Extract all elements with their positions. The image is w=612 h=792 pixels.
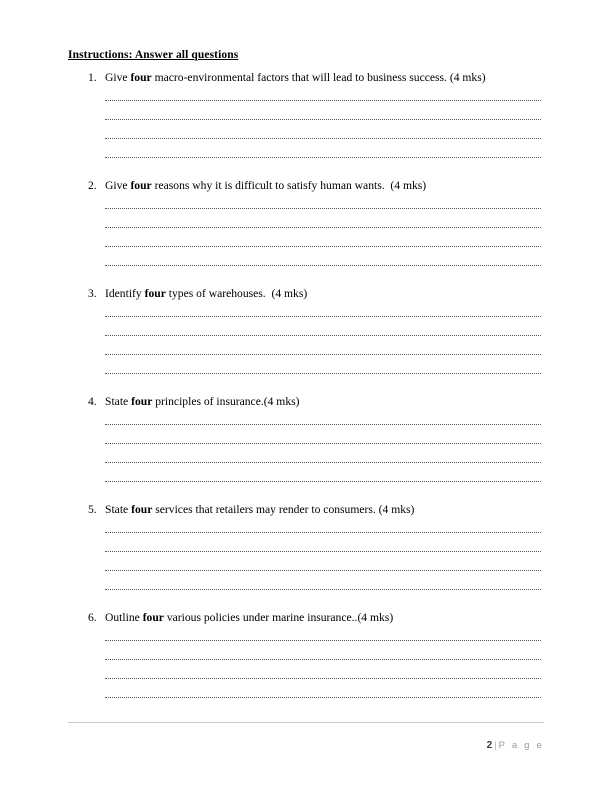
answer-line[interactable] (105, 562, 541, 581)
answer-line[interactable] (105, 219, 541, 238)
question-text-lead: Give (105, 71, 131, 84)
question-number: 4. (88, 395, 97, 408)
answer-lines-group (105, 413, 548, 492)
answer-line[interactable] (105, 524, 541, 543)
question-text-tail: services that retailers may render to consumers. (4 mks) (152, 503, 415, 516)
answer-line[interactable] (105, 238, 541, 257)
question-row (68, 394, 548, 409)
footer-page-indicator (68, 729, 544, 762)
question-row (68, 70, 548, 85)
footer-divider (68, 722, 544, 723)
question-text-tail: macro-environmental factors that will lead to business success. (4 mks) (151, 71, 486, 84)
question-emphasis: four (130, 179, 152, 192)
answer-line[interactable] (105, 632, 541, 651)
question-row (68, 178, 548, 193)
answer-lines-group (105, 521, 548, 600)
question-text (105, 502, 548, 517)
answer-line[interactable] (105, 581, 541, 600)
question-text-lead: State (105, 503, 132, 516)
question-text-lead: Outline (105, 611, 143, 624)
question-block (68, 394, 548, 492)
question-emphasis: four (144, 287, 166, 300)
answer-line[interactable] (105, 435, 541, 454)
answer-line[interactable] (105, 111, 541, 130)
answer-lines-group (105, 197, 548, 276)
footer-page-label: P a g e (498, 740, 544, 751)
answer-line[interactable] (105, 327, 541, 346)
question-block (68, 610, 548, 708)
answer-line[interactable] (105, 689, 541, 708)
question-row (68, 286, 548, 301)
question-text (105, 70, 548, 85)
question-row (68, 502, 548, 517)
answer-lines-group (105, 629, 548, 708)
answer-lines-group (105, 305, 548, 384)
answer-line[interactable] (105, 257, 541, 276)
page-footer (68, 722, 544, 762)
question-emphasis: four (131, 503, 153, 516)
question-text-tail: principles of insurance.(4 mks) (152, 395, 300, 408)
question-block (68, 70, 548, 168)
answer-line[interactable] (105, 454, 541, 473)
question-block (68, 502, 548, 600)
answer-lines-group (105, 89, 548, 168)
question-text (105, 286, 548, 301)
answer-line[interactable] (105, 149, 541, 168)
answer-line[interactable] (105, 346, 541, 365)
question-number: 6. (88, 611, 97, 624)
question-text-tail: various policies under marine insurance..(4 mks) (163, 611, 394, 624)
question-text-lead: Identify (105, 287, 145, 300)
question-emphasis: four (142, 611, 164, 624)
answer-line[interactable] (105, 92, 541, 111)
answer-line[interactable] (105, 473, 541, 492)
question-text (105, 178, 548, 193)
answer-line[interactable] (105, 308, 541, 327)
page-title: Instructions: Answer all questions (68, 49, 239, 61)
question-block (68, 286, 548, 384)
question-text (105, 394, 548, 409)
answer-line[interactable] (105, 130, 541, 149)
question-text-lead: Give (105, 179, 131, 192)
question-row (68, 610, 548, 625)
question-emphasis: four (131, 395, 153, 408)
answer-line[interactable] (105, 651, 541, 670)
question-number: 2. (88, 179, 97, 192)
answer-line[interactable] (105, 670, 541, 689)
question-number: 5. (88, 503, 97, 516)
question-text-lead: State (105, 395, 132, 408)
answer-line[interactable] (105, 543, 541, 562)
question-emphasis: four (130, 71, 152, 84)
question-number: 1. (88, 71, 97, 84)
questions-list (68, 70, 548, 718)
answer-line[interactable] (105, 416, 541, 435)
answer-line[interactable] (105, 200, 541, 219)
question-text (105, 610, 548, 625)
question-text-tail: reasons why it is difficult to satisfy human wants. (4 mks) (151, 179, 427, 192)
footer-page-number: 2 (486, 740, 493, 751)
question-number: 3. (88, 287, 97, 300)
question-text-tail: types of warehouses. (4 mks) (165, 287, 308, 300)
footer-separator: | (494, 740, 497, 751)
answer-line[interactable] (105, 365, 541, 384)
question-block (68, 178, 548, 276)
